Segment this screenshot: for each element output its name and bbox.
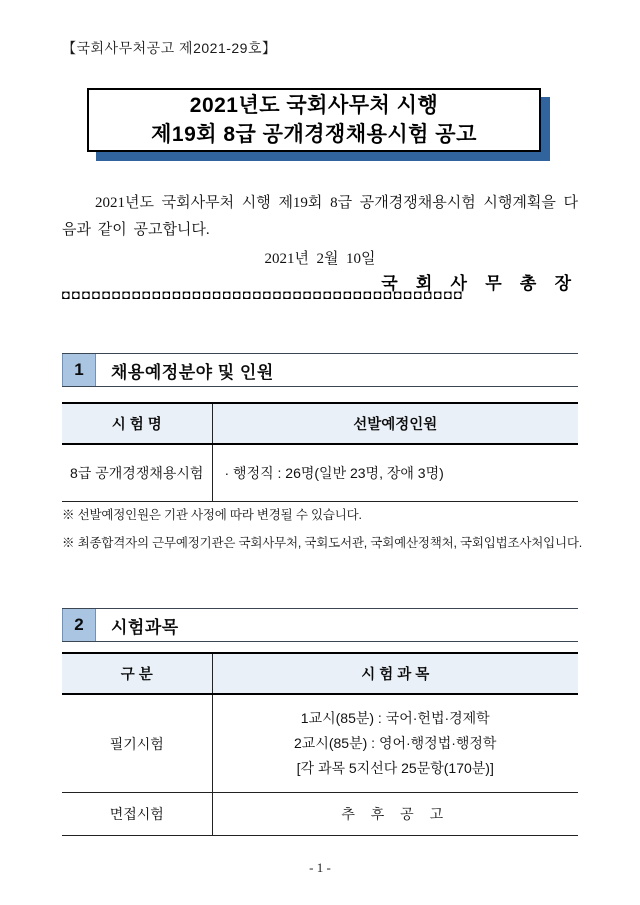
col-header-subjects: 시 험 과 목	[212, 653, 578, 694]
title-box	[87, 88, 541, 152]
section-2-header	[62, 608, 578, 642]
title-line-1: 2021년도 국회사무처 시행	[189, 94, 439, 117]
recruitment-table	[62, 402, 578, 502]
subjects-line-2: 2교시(85분) : 영어·행정법·행정학	[294, 735, 497, 751]
note-2: ※ 최종합격자의 근무예정기관은 국회사무처, 국회도서관, 국회예산정책처, 국회입법조사처입니다.	[62, 536, 583, 550]
planned-hires-cell: · 행정직 : 26명(일반 23명, 장애 3명)	[212, 444, 578, 502]
subjects-line-3: [각 과목 5지선다 25문항(170분)]	[296, 760, 494, 776]
interview-subjects-cell: 추 후 공 고	[212, 793, 578, 836]
written-exam-cell: 필기시험	[62, 694, 212, 793]
col-header-exam-name: 시 험 명	[62, 403, 212, 444]
announcement-date: 2021년 2월 10일	[264, 251, 376, 267]
section-1-header	[62, 353, 578, 387]
divider-squares-icon: ◘◘◘◘◘◘◘◘◘◘◘◘◘◘◘◘◘◘◘◘◘◘◘◘◘◘◘◘◘◘◘◘◘◘◘◘◘◘◘◘	[62, 288, 465, 302]
signer-title: 국 회 사 무 총 장	[381, 274, 578, 293]
interview-exam-cell: 면접시험	[62, 793, 212, 836]
subjects-line-1: 1교시(85분) : 국어·헌법·경제학	[300, 710, 490, 726]
table-row	[62, 793, 578, 836]
section-2-title: 시험과목	[111, 617, 179, 637]
col-header-category: 구 분	[62, 653, 212, 694]
written-exam-subjects-cell	[212, 694, 578, 793]
page-number: - 1 -	[309, 860, 331, 875]
exam-name-cell: 8급 공개경쟁채용시험	[62, 444, 212, 502]
section-1-title: 채용예정분야 및 인원	[111, 362, 274, 382]
section-2-number: 2	[62, 609, 96, 641]
table-header-row	[62, 403, 578, 444]
intro-paragraph: 2021년도 국회사무처 시행 제19회 8급 공개경쟁채용시험 시행계획을 다음과 같이 공고합니다.	[62, 195, 578, 238]
section-1-number: 1	[62, 354, 96, 386]
col-header-planned-hires: 선발예정인원	[212, 403, 578, 444]
table-row	[62, 694, 578, 793]
table-row	[62, 444, 578, 502]
doc-number: 【국회사무처공고 제2021-29호】	[62, 40, 277, 56]
table-header-row	[62, 653, 578, 694]
note-1: ※ 선발예정인원은 기관 사정에 따라 변경될 수 있습니다.	[62, 508, 362, 522]
subjects-table	[62, 652, 578, 836]
title-line-2: 제19회 8급 공개경쟁채용시험 공고	[151, 123, 477, 146]
